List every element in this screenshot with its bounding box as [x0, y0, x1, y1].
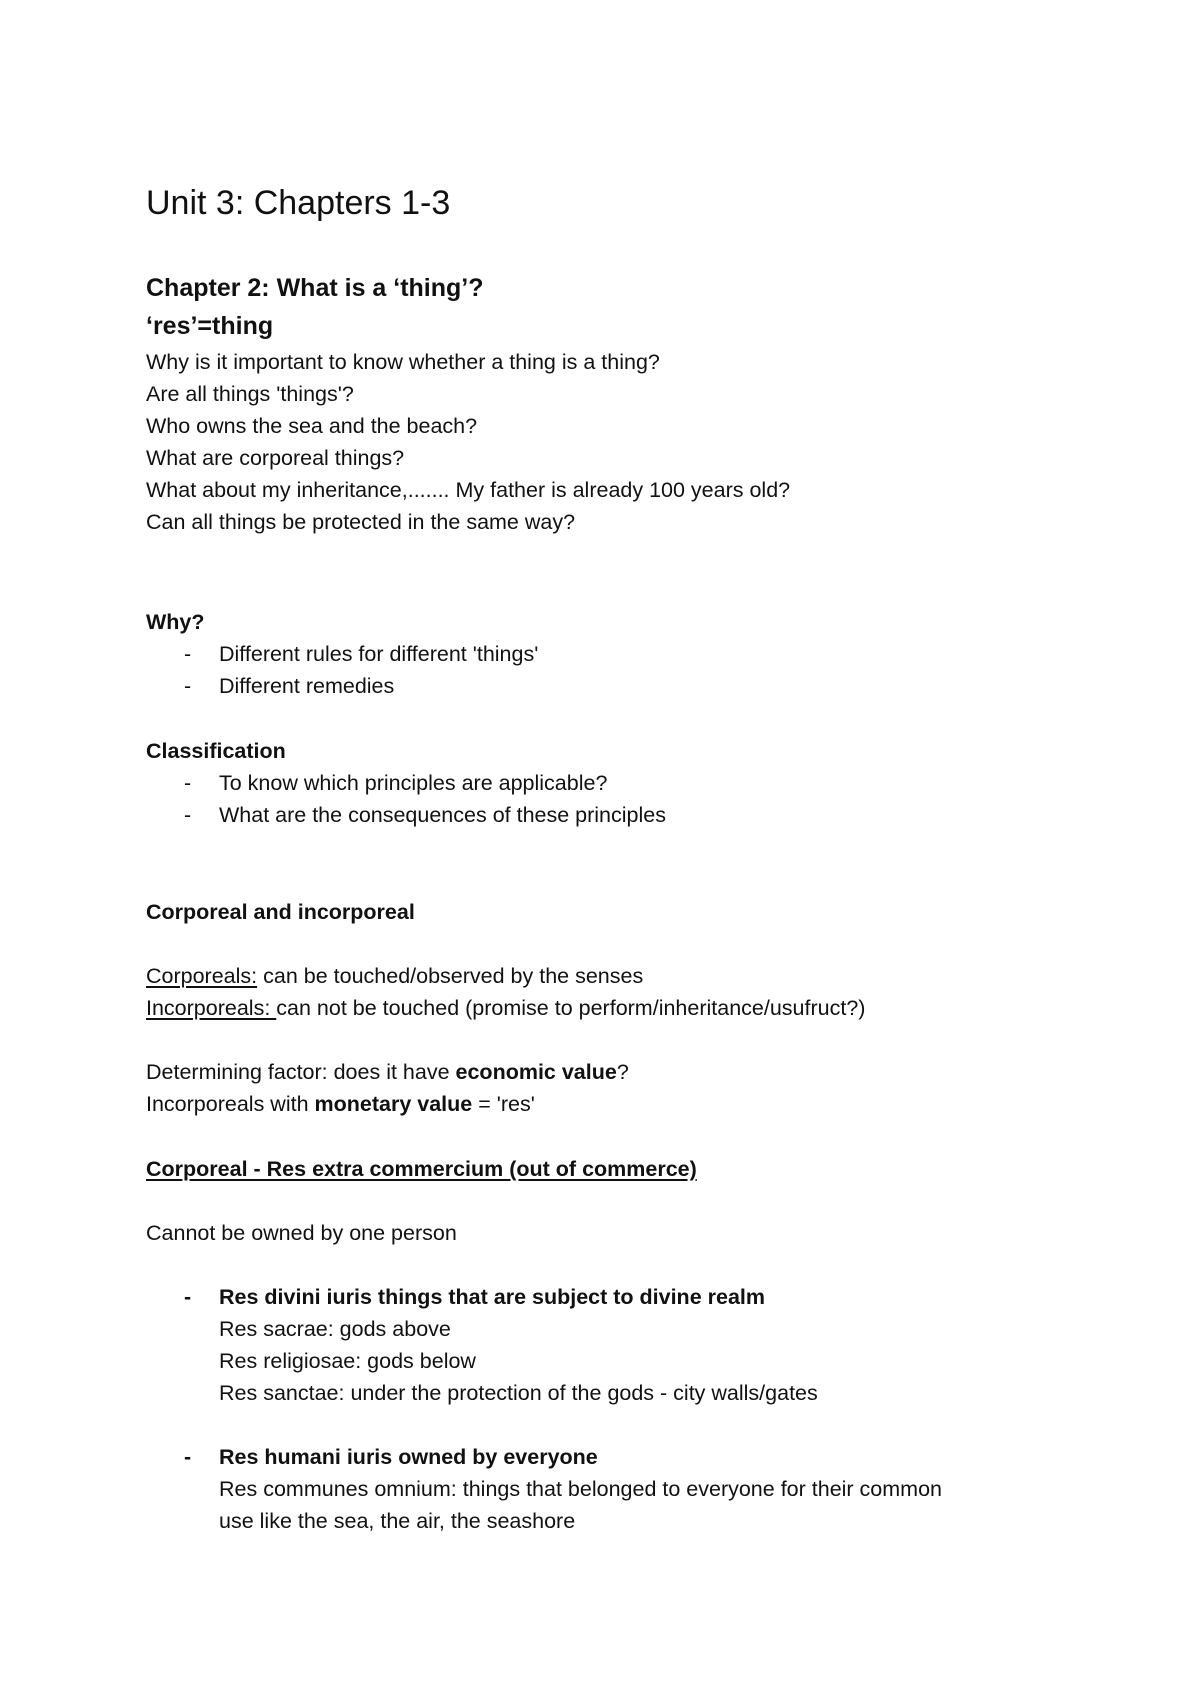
monetary-prefix: Incorporeals with: [146, 1092, 315, 1116]
corporeal-section: [146, 896, 865, 1120]
group-title: - Res humani iuris owned by everyone: [219, 1445, 598, 1469]
list-item: [146, 1441, 942, 1537]
monetary-value-line: [146, 1088, 865, 1120]
question-line: What are corporeal things?: [146, 446, 405, 470]
classification-section: [146, 735, 666, 831]
humani-iuris-list: [146, 1441, 942, 1537]
chapter-heading: Chapter 2: What is a ‘thing’?: [146, 274, 484, 302]
monetary-suffix: = 'res': [472, 1092, 535, 1116]
divini-iuris-list: [146, 1281, 942, 1409]
classification-heading: Classification: [146, 739, 286, 763]
extra-commercium-intro: Cannot be owned by one person: [146, 1221, 457, 1245]
question-line: Why is it important to know whether a thing is a thing?: [146, 350, 660, 374]
incorporeals-term: Incorporeals:: [146, 996, 277, 1020]
question-line: Are all things 'things'?: [146, 382, 354, 406]
list-item: - Different rules for different 'things': [146, 638, 538, 670]
list-item: - What are the consequences of these principles: [146, 799, 666, 831]
classification-list: [146, 767, 666, 831]
extra-commercium-heading: Corporeal - Res extra commercium (out of commerce): [146, 1157, 697, 1181]
why-section: [146, 606, 538, 702]
list-item: - Different remedies: [146, 670, 538, 702]
question-line: What about my inheritance,....... My father is already 100 years old?: [146, 478, 791, 502]
determining-factor: [146, 1056, 865, 1088]
incorporeals-text: can not be touched (promise to perform/inheritance/usufruct?): [276, 996, 866, 1020]
factor-suffix: ?: [616, 1060, 629, 1084]
monetary-bold: monetary value: [314, 1092, 473, 1116]
group-line: Res sanctae: under the protection of the gods - city walls/gates: [219, 1381, 818, 1405]
incorporeals-definition: [146, 992, 865, 1024]
question-line: Can all things be protected in the same way?: [146, 510, 576, 534]
list-item: - To know which principles are applicable?: [146, 767, 666, 799]
why-heading: Why?: [146, 610, 205, 634]
extra-commercium-section: [146, 1153, 942, 1537]
group-title: - Res divini iuris things that are subject to divine realm: [219, 1285, 765, 1309]
page-title: Unit 3: Chapters 1-3: [146, 184, 451, 222]
group-line: Res communes omnium: things that belonged to everyone for their common: [219, 1477, 943, 1501]
group-line: Res religiosae: gods below: [219, 1349, 476, 1373]
corporeal-heading: Corporeal and incorporeal: [146, 900, 415, 924]
factor-prefix: Determining factor: does it have: [146, 1060, 456, 1084]
corporeals-text: can be touched/observed by the senses: [257, 964, 644, 988]
group-line: use like the sea, the air, the seashore: [219, 1509, 576, 1533]
corporeals-term: Corporeals:: [146, 964, 258, 988]
question-line: Who owns the sea and the beach?: [146, 414, 478, 438]
factor-bold: economic value: [455, 1060, 617, 1084]
corporeals-definition: [146, 960, 865, 992]
list-item: [146, 1281, 942, 1409]
question-list: [146, 346, 790, 538]
group-line: Res sacrae: gods above: [219, 1317, 451, 1341]
why-list: [146, 638, 538, 702]
res-heading: ‘res’=thing: [146, 312, 274, 340]
